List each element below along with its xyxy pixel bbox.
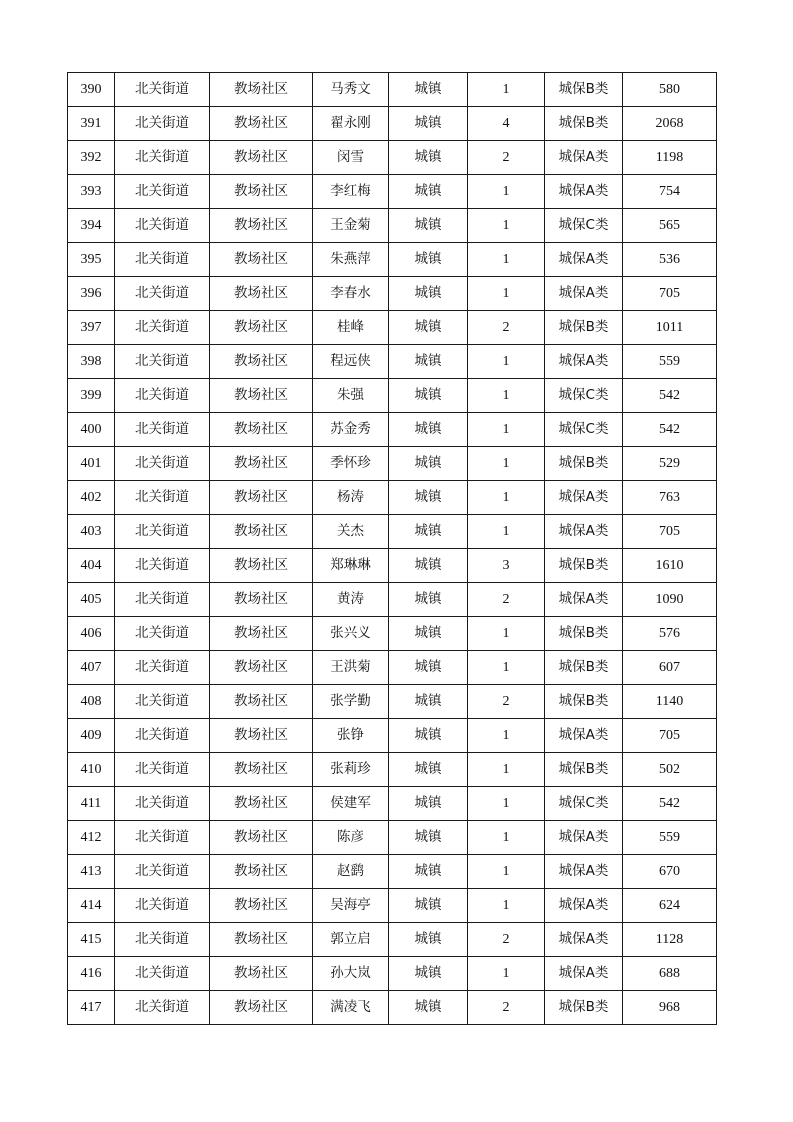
street-cell: 北关街道: [115, 447, 210, 481]
table-row: [68, 379, 717, 413]
community-cell: 教场社区: [210, 73, 313, 107]
household-count-cell: 2: [468, 583, 545, 617]
household-count-cell: 1: [468, 821, 545, 855]
street-cell: 北关街道: [115, 855, 210, 889]
table-body: [68, 73, 717, 1025]
area-type-cell: 城镇: [389, 549, 468, 583]
community-cell: 教场社区: [210, 243, 313, 277]
table-row: [68, 651, 717, 685]
household-count-cell: 1: [468, 447, 545, 481]
row-number-cell: 390: [68, 73, 115, 107]
amount-cell: 576: [623, 617, 717, 651]
resident-name-cell: 李春水: [313, 277, 389, 311]
row-number-cell: 409: [68, 719, 115, 753]
community-cell: 教场社区: [210, 753, 313, 787]
row-number-cell: 417: [68, 991, 115, 1025]
amount-cell: 607: [623, 651, 717, 685]
area-type-cell: 城镇: [389, 243, 468, 277]
table-row: [68, 583, 717, 617]
category-cell: 城保A类: [545, 243, 623, 277]
amount-cell: 2068: [623, 107, 717, 141]
row-number-cell: 405: [68, 583, 115, 617]
table-row: [68, 957, 717, 991]
household-count-cell: 1: [468, 175, 545, 209]
area-type-cell: 城镇: [389, 889, 468, 923]
category-cell: 城保B类: [545, 617, 623, 651]
community-cell: 教场社区: [210, 345, 313, 379]
community-cell: 教场社区: [210, 141, 313, 175]
amount-cell: 559: [623, 345, 717, 379]
table-row: [68, 413, 717, 447]
category-cell: 城保A类: [545, 855, 623, 889]
category-cell: 城保B类: [545, 753, 623, 787]
table-row: [68, 277, 717, 311]
community-cell: 教场社区: [210, 651, 313, 685]
community-cell: 教场社区: [210, 209, 313, 243]
table-row: [68, 311, 717, 345]
amount-cell: 670: [623, 855, 717, 889]
amount-cell: 705: [623, 719, 717, 753]
community-cell: 教场社区: [210, 821, 313, 855]
amount-cell: 502: [623, 753, 717, 787]
street-cell: 北关街道: [115, 719, 210, 753]
area-type-cell: 城镇: [389, 141, 468, 175]
category-cell: 城保A类: [545, 583, 623, 617]
category-cell: 城保A类: [545, 277, 623, 311]
resident-name-cell: 陈彦: [313, 821, 389, 855]
street-cell: 北关街道: [115, 73, 210, 107]
community-cell: 教场社区: [210, 107, 313, 141]
amount-cell: 1090: [623, 583, 717, 617]
table-row: [68, 175, 717, 209]
category-cell: 城保A类: [545, 889, 623, 923]
household-count-cell: 2: [468, 991, 545, 1025]
resident-name-cell: 闵雪: [313, 141, 389, 175]
household-count-cell: 1: [468, 617, 545, 651]
table-row: [68, 685, 717, 719]
category-cell: 城保B类: [545, 73, 623, 107]
row-number-cell: 408: [68, 685, 115, 719]
street-cell: 北关街道: [115, 685, 210, 719]
household-count-cell: 2: [468, 685, 545, 719]
table-row: [68, 923, 717, 957]
area-type-cell: 城镇: [389, 991, 468, 1025]
category-cell: 城保A类: [545, 821, 623, 855]
street-cell: 北关街道: [115, 651, 210, 685]
category-cell: 城保C类: [545, 379, 623, 413]
table-row: [68, 549, 717, 583]
amount-cell: 705: [623, 515, 717, 549]
category-cell: 城保A类: [545, 957, 623, 991]
resident-name-cell: 李红梅: [313, 175, 389, 209]
amount-cell: 688: [623, 957, 717, 991]
table-row: [68, 889, 717, 923]
area-type-cell: 城镇: [389, 583, 468, 617]
household-count-cell: 1: [468, 889, 545, 923]
row-number-cell: 412: [68, 821, 115, 855]
table-row: [68, 787, 717, 821]
street-cell: 北关街道: [115, 923, 210, 957]
street-cell: 北关街道: [115, 107, 210, 141]
household-count-cell: 1: [468, 209, 545, 243]
resident-name-cell: 程远侠: [313, 345, 389, 379]
resident-name-cell: 苏金秀: [313, 413, 389, 447]
category-cell: 城保A类: [545, 515, 623, 549]
category-cell: 城保B类: [545, 311, 623, 345]
resident-name-cell: 季怀珍: [313, 447, 389, 481]
area-type-cell: 城镇: [389, 855, 468, 889]
row-number-cell: 402: [68, 481, 115, 515]
area-type-cell: 城镇: [389, 175, 468, 209]
row-number-cell: 399: [68, 379, 115, 413]
street-cell: 北关街道: [115, 991, 210, 1025]
community-cell: 教场社区: [210, 889, 313, 923]
household-count-cell: 1: [468, 413, 545, 447]
street-cell: 北关街道: [115, 617, 210, 651]
amount-cell: 529: [623, 447, 717, 481]
community-cell: 教场社区: [210, 685, 313, 719]
table-row: [68, 447, 717, 481]
row-number-cell: 392: [68, 141, 115, 175]
category-cell: 城保A类: [545, 345, 623, 379]
area-type-cell: 城镇: [389, 923, 468, 957]
row-number-cell: 393: [68, 175, 115, 209]
household-count-cell: 4: [468, 107, 545, 141]
category-cell: 城保A类: [545, 719, 623, 753]
area-type-cell: 城镇: [389, 753, 468, 787]
amount-cell: 1128: [623, 923, 717, 957]
row-number-cell: 394: [68, 209, 115, 243]
amount-cell: 559: [623, 821, 717, 855]
amount-cell: 1610: [623, 549, 717, 583]
table-row: [68, 753, 717, 787]
row-number-cell: 400: [68, 413, 115, 447]
area-type-cell: 城镇: [389, 957, 468, 991]
category-cell: 城保B类: [545, 447, 623, 481]
resident-name-cell: 朱燕萍: [313, 243, 389, 277]
street-cell: 北关街道: [115, 515, 210, 549]
table-row: [68, 481, 717, 515]
category-cell: 城保B类: [545, 107, 623, 141]
household-count-cell: 2: [468, 141, 545, 175]
category-cell: 城保A类: [545, 141, 623, 175]
resident-name-cell: 张学勤: [313, 685, 389, 719]
community-cell: 教场社区: [210, 957, 313, 991]
area-type-cell: 城镇: [389, 447, 468, 481]
resident-name-cell: 孙大岚: [313, 957, 389, 991]
row-number-cell: 395: [68, 243, 115, 277]
street-cell: 北关街道: [115, 379, 210, 413]
table-row: [68, 855, 717, 889]
household-count-cell: 1: [468, 855, 545, 889]
household-count-cell: 1: [468, 515, 545, 549]
area-type-cell: 城镇: [389, 413, 468, 447]
resident-name-cell: 郑琳琳: [313, 549, 389, 583]
amount-cell: 542: [623, 379, 717, 413]
row-number-cell: 401: [68, 447, 115, 481]
category-cell: 城保A类: [545, 481, 623, 515]
street-cell: 北关街道: [115, 957, 210, 991]
area-type-cell: 城镇: [389, 719, 468, 753]
community-cell: 教场社区: [210, 583, 313, 617]
row-number-cell: 411: [68, 787, 115, 821]
resident-name-cell: 杨涛: [313, 481, 389, 515]
street-cell: 北关街道: [115, 821, 210, 855]
street-cell: 北关街道: [115, 787, 210, 821]
household-count-cell: 1: [468, 379, 545, 413]
row-number-cell: 391: [68, 107, 115, 141]
table-row: [68, 141, 717, 175]
area-type-cell: 城镇: [389, 209, 468, 243]
area-type-cell: 城镇: [389, 821, 468, 855]
amount-cell: 542: [623, 413, 717, 447]
area-type-cell: 城镇: [389, 787, 468, 821]
table-row: [68, 719, 717, 753]
street-cell: 北关街道: [115, 175, 210, 209]
amount-cell: 542: [623, 787, 717, 821]
community-cell: 教场社区: [210, 991, 313, 1025]
row-number-cell: 404: [68, 549, 115, 583]
table-row: [68, 515, 717, 549]
amount-cell: 763: [623, 481, 717, 515]
community-cell: 教场社区: [210, 855, 313, 889]
community-cell: 教场社区: [210, 481, 313, 515]
row-number-cell: 398: [68, 345, 115, 379]
resident-name-cell: 马秀文: [313, 73, 389, 107]
community-cell: 教场社区: [210, 175, 313, 209]
resident-name-cell: 王洪菊: [313, 651, 389, 685]
community-cell: 教场社区: [210, 515, 313, 549]
category-cell: 城保A类: [545, 175, 623, 209]
resident-name-cell: 满凌飞: [313, 991, 389, 1025]
category-cell: 城保C类: [545, 209, 623, 243]
resident-name-cell: 吴海亭: [313, 889, 389, 923]
street-cell: 北关街道: [115, 141, 210, 175]
household-count-cell: 1: [468, 957, 545, 991]
amount-cell: 1198: [623, 141, 717, 175]
household-count-cell: 1: [468, 73, 545, 107]
category-cell: 城保A类: [545, 923, 623, 957]
community-cell: 教场社区: [210, 549, 313, 583]
area-type-cell: 城镇: [389, 617, 468, 651]
row-number-cell: 406: [68, 617, 115, 651]
area-type-cell: 城镇: [389, 345, 468, 379]
resident-name-cell: 桂峰: [313, 311, 389, 345]
row-number-cell: 413: [68, 855, 115, 889]
row-number-cell: 397: [68, 311, 115, 345]
street-cell: 北关街道: [115, 481, 210, 515]
amount-cell: 705: [623, 277, 717, 311]
table-row: [68, 617, 717, 651]
street-cell: 北关街道: [115, 209, 210, 243]
table-row: [68, 991, 717, 1025]
table-row: [68, 345, 717, 379]
row-number-cell: 407: [68, 651, 115, 685]
household-count-cell: 1: [468, 753, 545, 787]
community-cell: 教场社区: [210, 447, 313, 481]
household-count-cell: 3: [468, 549, 545, 583]
household-count-cell: 1: [468, 651, 545, 685]
street-cell: 北关街道: [115, 345, 210, 379]
resident-name-cell: 郭立启: [313, 923, 389, 957]
household-count-cell: 1: [468, 277, 545, 311]
amount-cell: 624: [623, 889, 717, 923]
table-row: [68, 821, 717, 855]
street-cell: 北关街道: [115, 583, 210, 617]
community-cell: 教场社区: [210, 719, 313, 753]
resident-name-cell: 张兴义: [313, 617, 389, 651]
category-cell: 城保C类: [545, 787, 623, 821]
category-cell: 城保B类: [545, 651, 623, 685]
category-cell: 城保B类: [545, 549, 623, 583]
resident-name-cell: 张铮: [313, 719, 389, 753]
street-cell: 北关街道: [115, 311, 210, 345]
household-count-cell: 2: [468, 311, 545, 345]
community-cell: 教场社区: [210, 923, 313, 957]
household-count-cell: 1: [468, 345, 545, 379]
table-row: [68, 243, 717, 277]
street-cell: 北关街道: [115, 549, 210, 583]
area-type-cell: 城镇: [389, 651, 468, 685]
area-type-cell: 城镇: [389, 379, 468, 413]
community-cell: 教场社区: [210, 379, 313, 413]
resident-name-cell: 张莉珍: [313, 753, 389, 787]
amount-cell: 968: [623, 991, 717, 1025]
area-type-cell: 城镇: [389, 685, 468, 719]
resident-name-cell: 朱强: [313, 379, 389, 413]
category-cell: 城保C类: [545, 413, 623, 447]
community-cell: 教场社区: [210, 277, 313, 311]
row-number-cell: 415: [68, 923, 115, 957]
amount-cell: 1011: [623, 311, 717, 345]
resident-name-cell: 黄涛: [313, 583, 389, 617]
area-type-cell: 城镇: [389, 277, 468, 311]
household-count-cell: 1: [468, 719, 545, 753]
amount-cell: 580: [623, 73, 717, 107]
area-type-cell: 城镇: [389, 481, 468, 515]
community-cell: 教场社区: [210, 311, 313, 345]
area-type-cell: 城镇: [389, 311, 468, 345]
row-number-cell: 414: [68, 889, 115, 923]
area-type-cell: 城镇: [389, 73, 468, 107]
community-cell: 教场社区: [210, 413, 313, 447]
table-row: [68, 107, 717, 141]
category-cell: 城保B类: [545, 685, 623, 719]
relief-roster-table: [67, 72, 717, 1025]
resident-name-cell: 侯建军: [313, 787, 389, 821]
household-count-cell: 1: [468, 481, 545, 515]
amount-cell: 565: [623, 209, 717, 243]
amount-cell: 536: [623, 243, 717, 277]
row-number-cell: 396: [68, 277, 115, 311]
street-cell: 北关街道: [115, 277, 210, 311]
area-type-cell: 城镇: [389, 107, 468, 141]
category-cell: 城保B类: [545, 991, 623, 1025]
amount-cell: 754: [623, 175, 717, 209]
household-count-cell: 1: [468, 787, 545, 821]
table-row: [68, 209, 717, 243]
amount-cell: 1140: [623, 685, 717, 719]
household-count-cell: 1: [468, 243, 545, 277]
street-cell: 北关街道: [115, 243, 210, 277]
row-number-cell: 410: [68, 753, 115, 787]
resident-name-cell: 翟永刚: [313, 107, 389, 141]
community-cell: 教场社区: [210, 787, 313, 821]
area-type-cell: 城镇: [389, 515, 468, 549]
household-count-cell: 2: [468, 923, 545, 957]
resident-name-cell: 赵鹞: [313, 855, 389, 889]
resident-name-cell: 关杰: [313, 515, 389, 549]
street-cell: 北关街道: [115, 753, 210, 787]
street-cell: 北关街道: [115, 889, 210, 923]
table-row: [68, 73, 717, 107]
row-number-cell: 416: [68, 957, 115, 991]
community-cell: 教场社区: [210, 617, 313, 651]
resident-name-cell: 王金菊: [313, 209, 389, 243]
row-number-cell: 403: [68, 515, 115, 549]
street-cell: 北关街道: [115, 413, 210, 447]
